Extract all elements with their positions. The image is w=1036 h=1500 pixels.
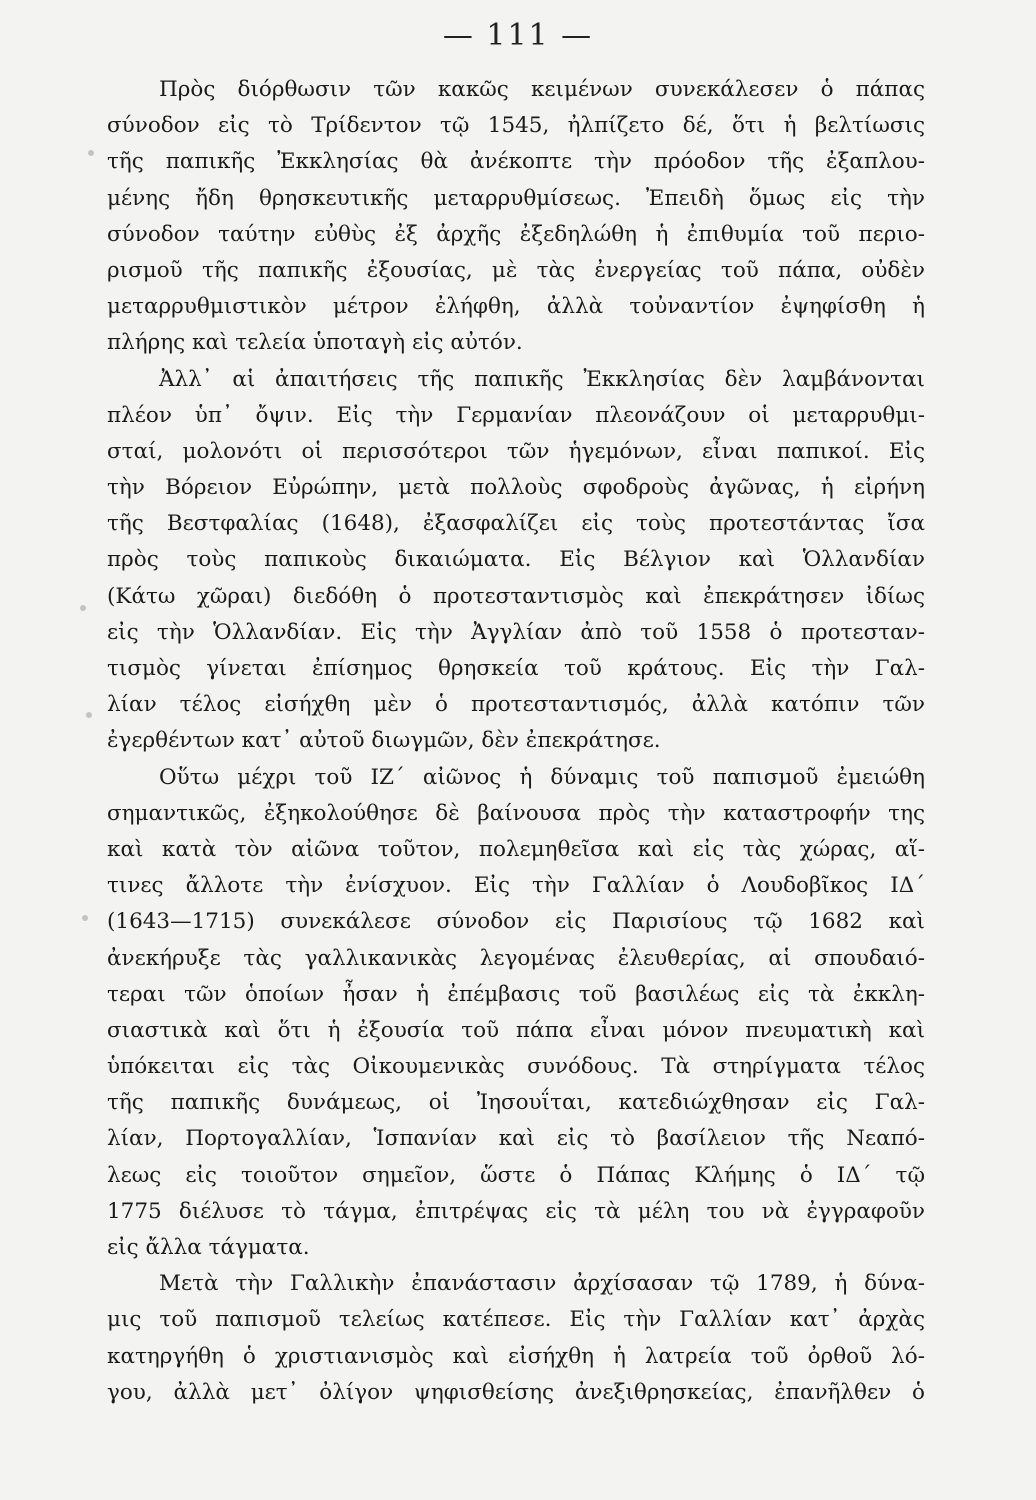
text-line: κατηργήθη ὁ χριστιανισμὸς καὶ εἰσήχθη ἡ λατρεία τοῦ ὀρθοῦ λό- [107, 1343, 925, 1369]
text-line: μις τοῦ παπισμοῦ τελείως κατέπεσε. Εἰς τὴν Γαλλίαν κατ᾽ ἀρχὰς [107, 1307, 925, 1333]
text-line: καὶ κατὰ τὸν αἰῶνα τοῦτον, πολεμηθεῖσα καὶ εἰς τὰς χώρας, αἵ- [107, 836, 925, 862]
text-line: πλήρης καὶ τελεία ὑποταγὴ εἰς αὐτόν. [107, 330, 523, 356]
text-line: ἀνεκήρυξε τὰς γαλλικανικὰς λεγομένας ἐλευθερίας, αἱ σπουδαιό- [107, 945, 925, 971]
text-line: λίαν τέλος εἰσήχθη μὲν ὁ προτεσταντισμός, ἀλλὰ κατόπιν τῶν [107, 692, 925, 718]
text-line: (1643—1715) συνεκάλεσε σύνοδον εἰς Παρισίους τῷ 1682 καὶ [107, 909, 925, 935]
text-line: ρισμοῦ τῆς παπικῆς ἐξουσίας, μὲ τὰς ἐνεργείας τοῦ πάπα, οὐδὲν [107, 257, 925, 283]
text-line: μεταρρυθμιστικὸν μέτρον ἐλήφθη, ἀλλὰ τοὐναντίον ἐψηφίσθη ἡ [107, 294, 925, 320]
margin-speck [80, 605, 86, 611]
text-line: σταί, μολονότι οἱ περισσότεροι τῶν ἡγεμόνων, εἶναι παπικοί. Εἰς [107, 438, 925, 464]
text-line: ἐγερθέντων κατ᾽ αὐτοῦ διωγμῶν, δὲν ἐπεκράτησε. [107, 728, 661, 754]
text-line: τινες ἄλλοτε τὴν ἐνίσχυον. Εἰς τὴν Γαλλίαν ὁ Λουδοβῖκος ΙΔ΄ [107, 873, 925, 899]
text-line: σύνοδον εἰς τὸ Τρίδεντον τῷ 1545, ἠλπίζετο δέ, ὅτι ἡ βελτίωσις [107, 113, 925, 139]
text-line: σύνοδον ταύτην εὐθὺς ἐξ ἀρχῆς ἐξεδηλώθη ἡ ἐπιθυμία τοῦ περιο- [107, 221, 925, 247]
text-line: πρὸς τοὺς παπικοὺς δικαιώματα. Εἰς Βέλγιον καὶ Ὁλλανδίαν [107, 547, 925, 573]
text-line: Μετὰ τὴν Γαλλικὴν ἐπανάστασιν ἀρχίσασαν τῷ 1789, ἡ δύνα- [159, 1271, 925, 1297]
text-line: τεραι τῶν ὁποίων ἦσαν ἡ ἐπέμβασις τοῦ βασιλέως εἰς τὰ ἐκκλη- [107, 981, 925, 1007]
text-line: τὴν Βόρειον Εὐρώπην, μετὰ πολλοὺς σφοδροὺς ἀγῶνας, ἡ εἰρήνη [107, 475, 925, 501]
text-line: σημαντικῶς, ἐξηκολούθησε δὲ βαίνουσα πρὸς τὴν καταστροφήν της [107, 800, 925, 826]
text-line: λεως εἰς τοιοῦτον σημεῖον, ὥστε ὁ Πάπας Κλήμης ὁ ΙΔ΄ τῷ [107, 1162, 925, 1188]
text-line: Πρὸς διόρθωσιν τῶν κακῶς κειμένων συνεκάλεσεν ὁ πάπας [159, 77, 925, 102]
text-line: μένης ἤδη θρησκευτικῆς μεταρρυθμίσεως. Ἐπειδὴ ὅμως εἰς τὴν [107, 185, 925, 211]
text-line: εἰς ἄλλα τάγματα. [107, 1235, 310, 1260]
text-line: Οὕτω μέχρι τοῦ ΙΖ΄ αἰῶνος ἡ δύναμις τοῦ παπισμοῦ ἐμειώθη [159, 764, 925, 790]
text-line: τῆς Βεστφαλίας (1648), ἐξασφαλίζει εἰς τοὺς προτεστάντας ἴσα [107, 511, 925, 537]
text-line: γου, ἀλλὰ μετ᾽ ὀλίγον ψηφισθείσης ἀνεξιθρησκείας, ἐπανῆλθεν ὁ [107, 1379, 925, 1405]
text-line: τισμὸς γίνεται ἐπίσημος θρησκεία τοῦ κράτους. Εἰς τὴν Γαλ- [107, 656, 925, 681]
text-line: λίαν, Πορτογαλλίαν, Ἱσπανίαν καὶ εἰς τὸ βασίλειον τῆς Νεαπό- [107, 1126, 925, 1152]
body-text [107, 72, 925, 1411]
margin-speck [86, 712, 92, 718]
text-line: (Κάτω χῶραι) διεδόθη ὁ προτεσταντισμὸς καὶ ἐπεκράτησεν ἰδίως [107, 583, 925, 609]
page-number: — 111 — [442, 18, 594, 53]
text-line: ὑπόκειται εἰς τὰς Οἰκουμενικὰς συνόδους. Τὰ στηρίγματα τέλος [107, 1054, 925, 1080]
text-line: Ἀλλ᾽ αἱ ἀπαιτήσεις τῆς παπικῆς Ἐκκλησίας δὲν λαμβάνονται [159, 366, 925, 392]
text-line: τῆς παπικῆς Ἐκκλησίας θὰ ἀνέκοπτε τὴν πρόοδον τῆς ἐξαπλου- [107, 149, 925, 175]
text-line: τῆς παπικῆς δυνάμεως, οἱ Ἰησουΐται, κατεδιώχθησαν εἰς Γαλ- [107, 1090, 925, 1116]
text-line: εἰς τὴν Ὁλλανδίαν. Εἰς τὴν Ἀγγλίαν ἀπὸ τοῦ 1558 ὁ προτεσταν- [107, 619, 925, 645]
margin-speck [88, 150, 94, 156]
text-line: πλέον ὑπ᾽ ὄψιν. Εἰς τὴν Γερμανίαν πλεονάζουν οἱ μεταρρυθμι- [107, 402, 925, 428]
margin-speck [82, 915, 88, 921]
text-line: σιαστικὰ καὶ ὅτι ἡ ἐξουσία τοῦ πάπα εἶναι μόνον πνευματικὴ καὶ [107, 1017, 925, 1043]
text-line: 1775 διέλυσε τὸ τάγμα, ἐπιτρέψας εἰς τὰ μέλη του νὰ ἐγγραφοῦν [107, 1198, 925, 1224]
